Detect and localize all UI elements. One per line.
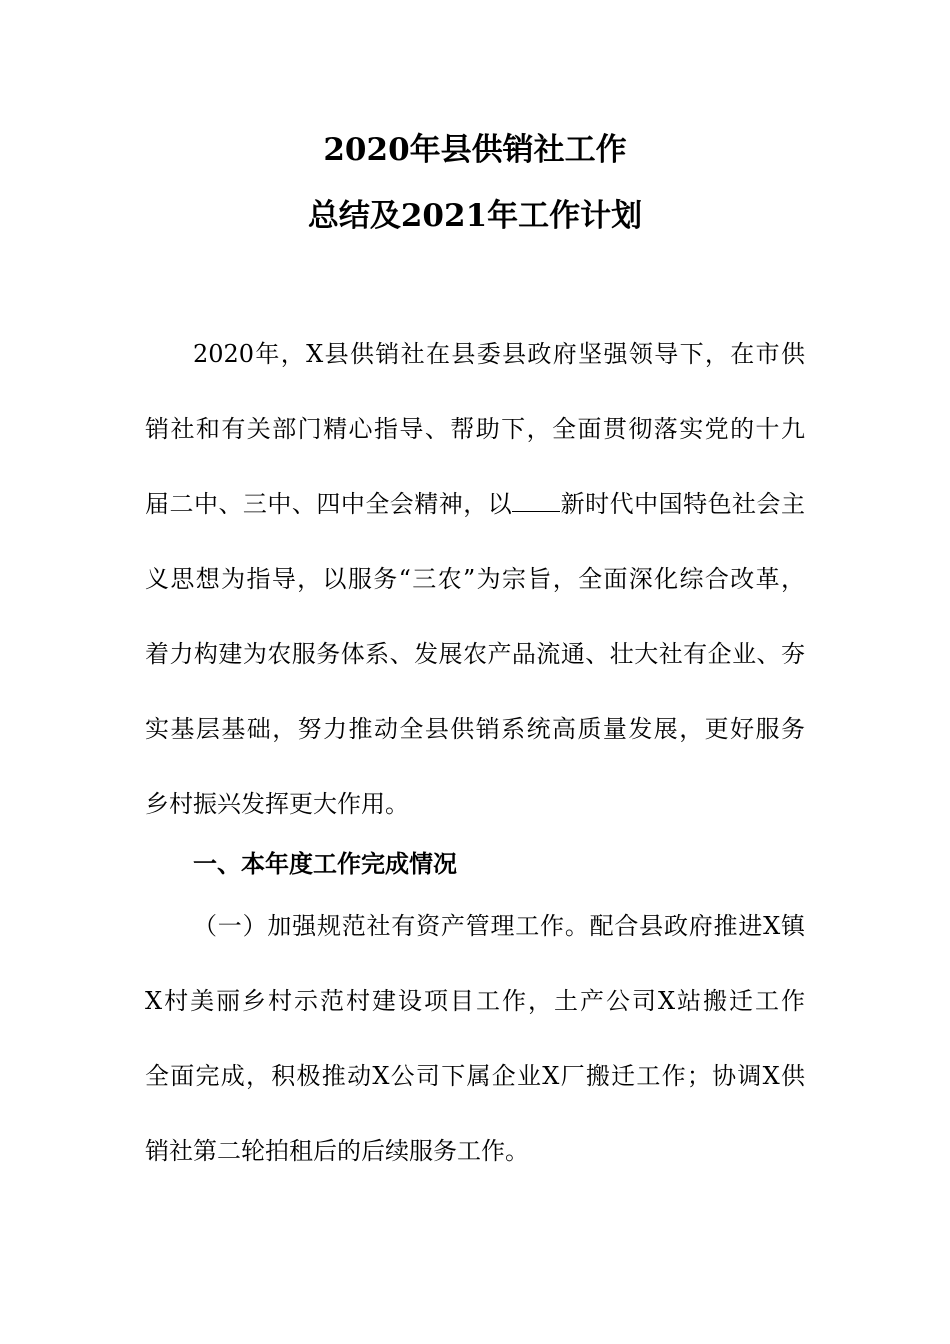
document-title-line-1: 2020年县供销社工作 (323, 132, 627, 168)
section-heading: 一、本年度工作完成情况 (193, 849, 457, 878)
intro-line-4: 义思想为指导，以服务“三农”为宗旨，全面深化综合改革， (145, 565, 805, 593)
section1-line-3: 全面完成，积极推动X公司下属企业X厂搬迁工作；协调X供 (145, 1062, 805, 1090)
intro-line-3 (145, 488, 805, 520)
intro-line-6: 实基层基础，努力推动全县供销系统高质量发展，更好服务 (145, 715, 805, 743)
intro-line-5: 着力构建为农服务体系、发展农产品流通、壮大社有企业、夯 (145, 640, 805, 668)
document-title-line-2: 总结及2021年工作计划 (307, 198, 643, 234)
intro-line-7: 乡村振兴发挥更大作用。 (145, 790, 409, 818)
section1-line-1: （一）加强规范社有资产管理工作。配合县政府推进X镇 (193, 912, 805, 940)
intro-line-1: 2020年，X县供销社在县委县政府坚强领导下，在市供 (193, 340, 805, 368)
intro-line-2: 销社和有关部门精心指导、帮助下，全面贯彻落实党的十九 (145, 415, 805, 443)
intro-line-3-part-2: 新时代中国特色社会主 (560, 490, 806, 518)
intro-line-3-part-1: 届二中、三中、四中全会精神，以 (145, 490, 513, 518)
section1-line-4: 销社第二轮拍租后的后续服务工作。 (145, 1137, 529, 1165)
section1-line-2: X村美丽乡村示范村建设项目工作，土产公司X站搬迁工作 (145, 987, 805, 1015)
fill-in-blank (512, 489, 560, 512)
